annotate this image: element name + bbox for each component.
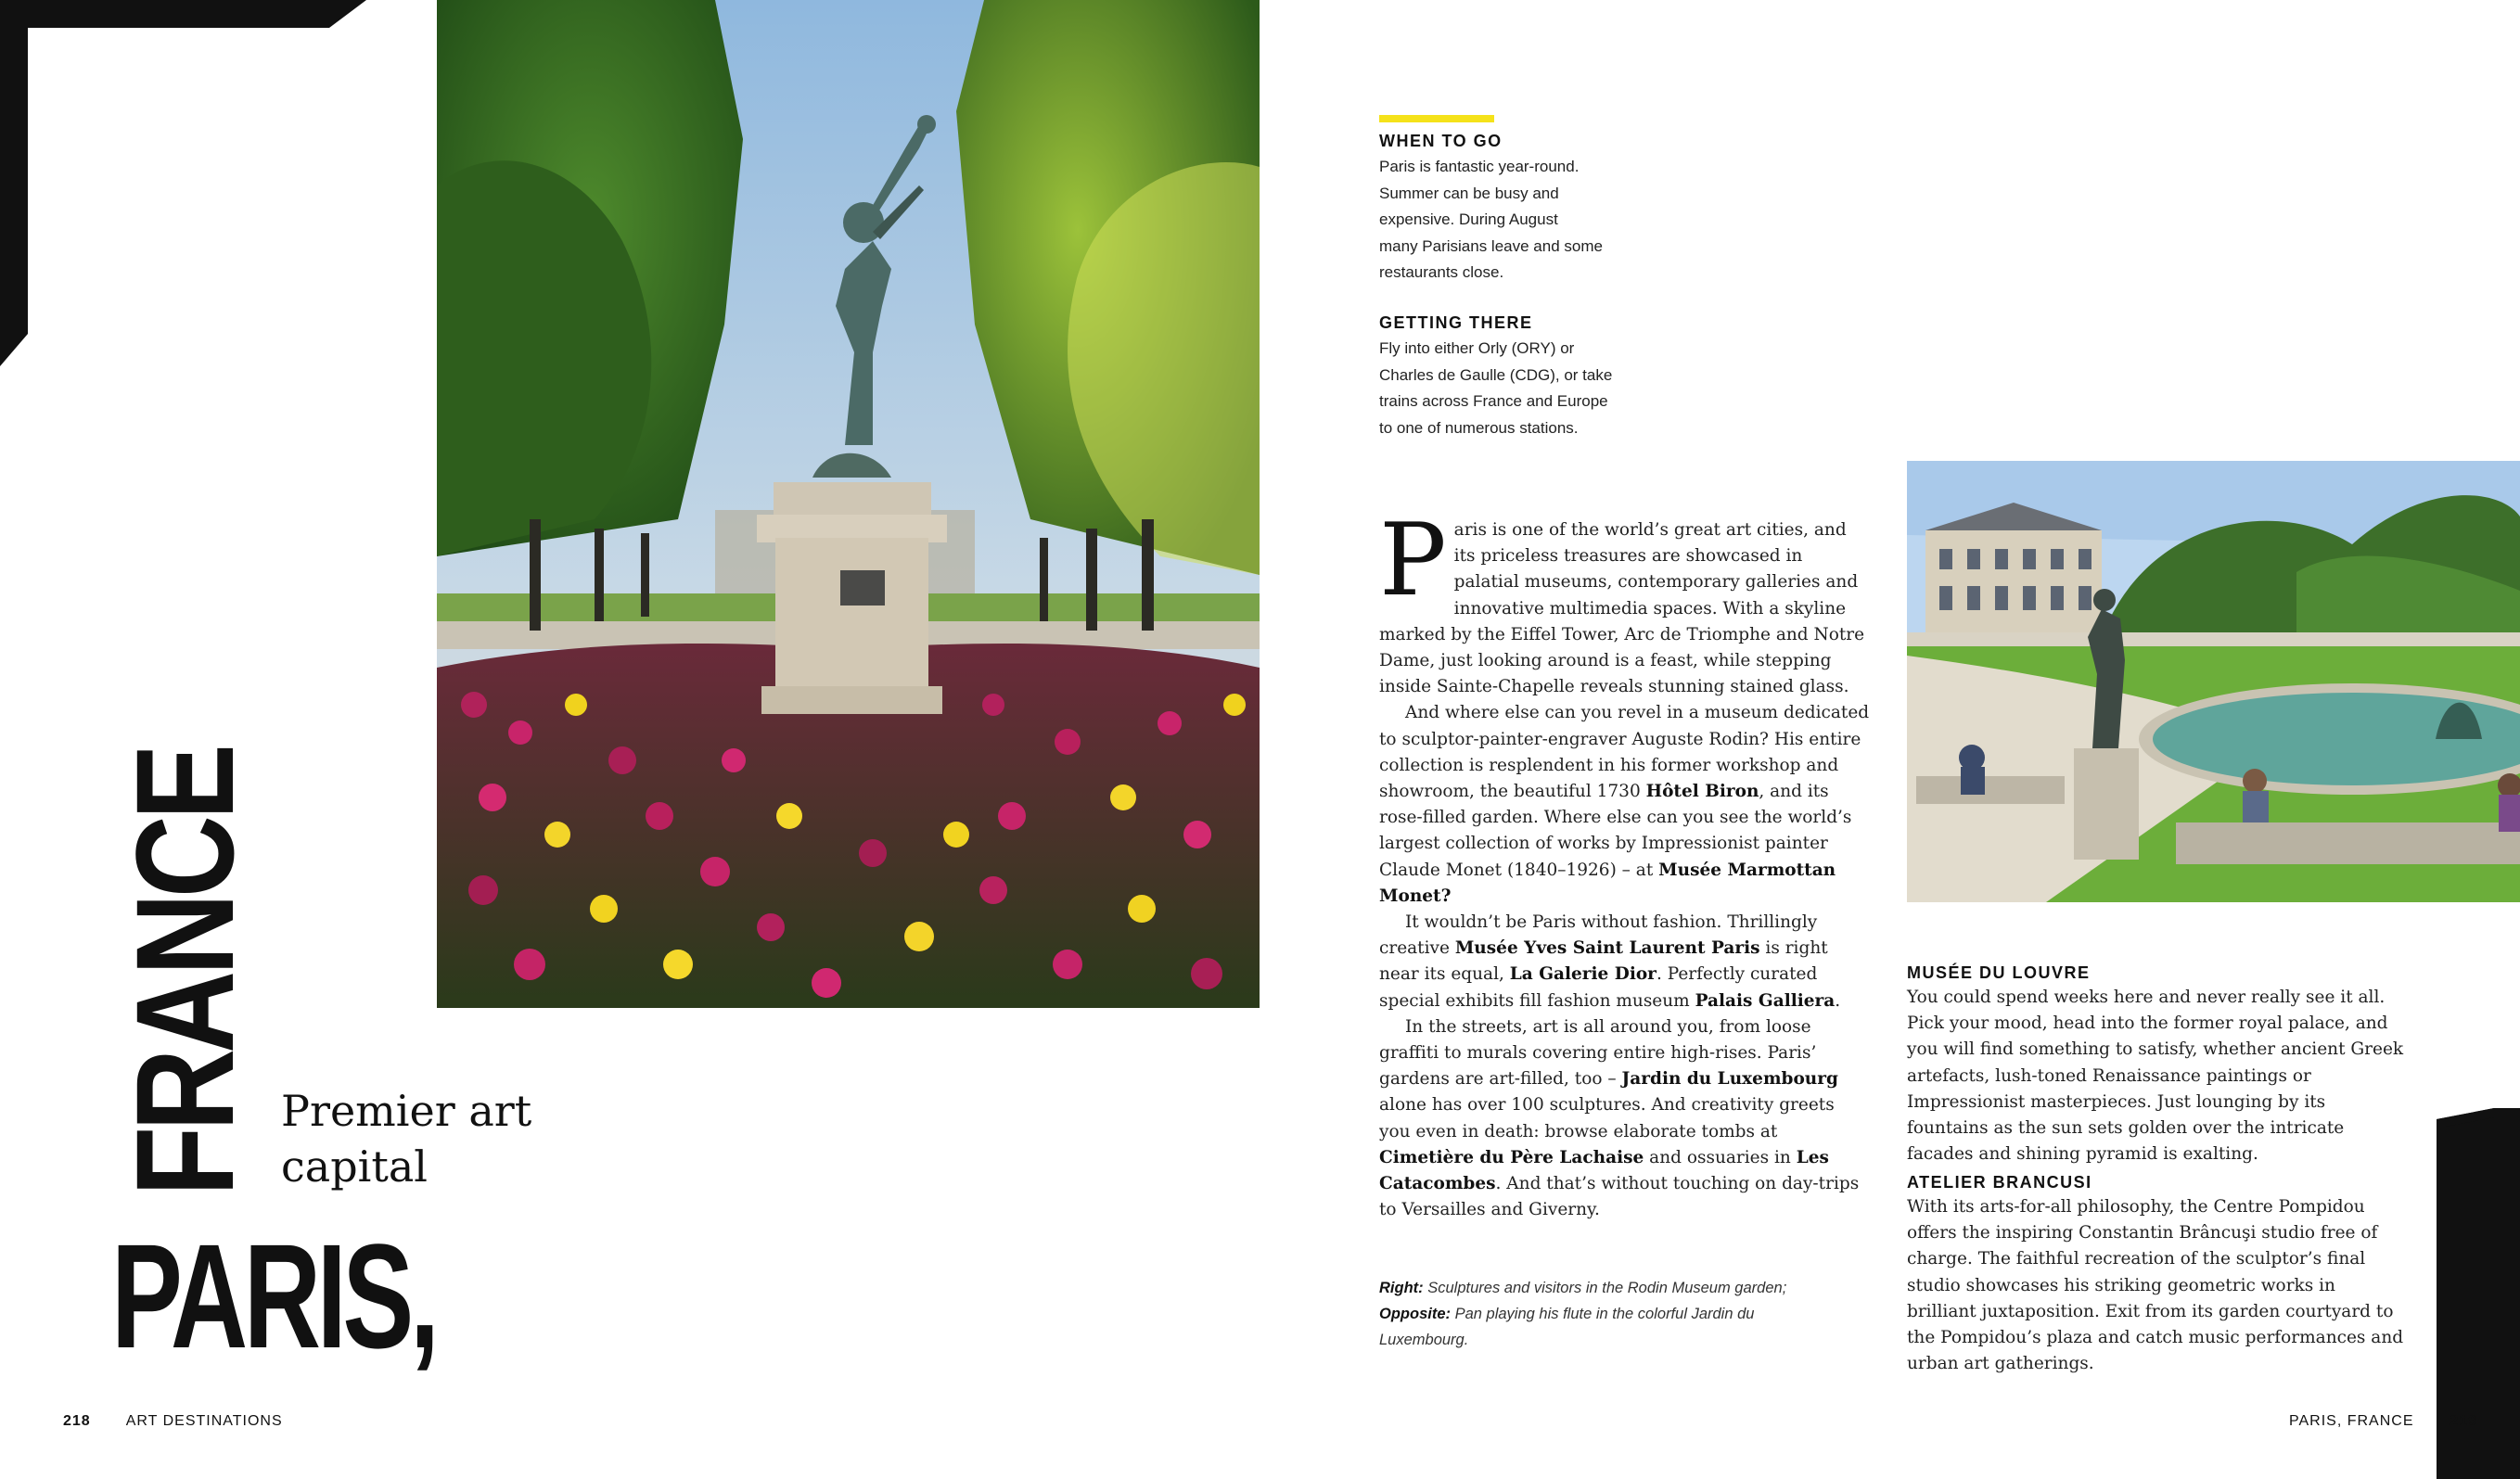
getting-line: trains across France and Europe <box>1379 392 1608 410</box>
running-head-left: ART DESTINATIONS <box>125 1413 283 1429</box>
brancusi-heading: ATELIER BRANCUSI <box>1907 1173 2092 1192</box>
getting-there-heading: GETTING THERE <box>1379 313 1533 332</box>
subtitle-line-2: capital <box>281 1141 428 1192</box>
page-number-right: 219 <box>2450 1413 2478 1429</box>
running-head-right: PARIS, FRANCE <box>2289 1413 2414 1429</box>
getting-line: Fly into either Orly (ORY) or <box>1379 339 1575 357</box>
article-paragraph-3: It wouldn’t be Paris without fashion. Thrillingly creative Musée Yves Saint Laurent Paris is right near its equal, La Galerie Dior. Perfectly curated special exhibits fill fashion museum Palais Galliera. <box>1379 912 1841 1011</box>
when-line: restaurants close. <box>1379 263 1504 281</box>
caption-right-label: Right: <box>1379 1280 1424 1296</box>
louvre-text: You could spend weeks here and never really see it all. Pick your mood, head into the former royal palace, and you will find something to satisfy, whether ancient Greek artefacts, lush-toned Renaissance paintings or Impressionist masterpieces. Just lounging by its fountains as the sun sets golden over the intricate facades and shining pyramid is exalting. <box>1907 988 2404 1165</box>
getting-line: Charles de Gaulle (CDG), or take <box>1379 365 1613 384</box>
when-line: many Parisians leave and some <box>1379 236 1603 255</box>
link-ysl-museum: Musée Yves Saint Laurent Paris <box>1454 938 1760 959</box>
when-line: expensive. During August <box>1379 210 1558 228</box>
getting-line: to one of numerous stations. <box>1379 418 1579 437</box>
when-line: Paris is fantastic year-round. <box>1379 158 1580 175</box>
sidebar-when-to-go <box>1379 130 1676 287</box>
when-to-go-heading: WHEN TO GO <box>1379 132 1503 150</box>
page-number-left: 218 <box>63 1413 91 1429</box>
article-paragraph-4: In the streets, art is all around you, from loose graffiti to murals covering entire high-rises. Paris’ gardens are art-filled, too – Jardin du Luxembourg alone has over 100 sculptures. And creativity greets you even in death: browse elaborate tombs at Cimetière du Père Lachaise and ossuaries in Les Catacombes. And that’s without touching on day-trips to Versailles and Giverny. <box>1379 1016 1860 1220</box>
photo-luxembourg-statue <box>437 0 1260 1008</box>
link-galerie-dior: La Galerie Dior <box>1509 964 1657 985</box>
brancusi-text: With its arts-for-all philosophy, the Centre Pompidou offers the inspiring Constantin Brâncuşi studio free of charge. The faithful recreation of the sculptor’s final studio showcases his striking geometric works in brilliant juxtaposition. Exit from its garden courtyard to the Pompidou’s plaza and catch music performances and urban art gatherings. <box>1907 1197 2404 1374</box>
highlight-brancusi <box>1907 1170 2408 1377</box>
article-paragraph-1 <box>1379 503 1871 700</box>
link-jardin-luxembourg: Jardin du Luxembourg <box>1621 1069 1838 1090</box>
sidebar-getting-there <box>1379 312 1676 441</box>
subtitle-line-1: Premier art <box>281 1086 532 1136</box>
accent-bar <box>1379 115 1494 122</box>
article-paragraph-2: And where else can you revel in a museum dedicated to sculptor-painter-engraver Auguste Rodin? His entire collection is resplendent in his former workshop and showroom, the beautiful 1730 Hôtel Biron, and its rose-filled garden. Where else can you see the world’s largest collection of works by Impressionist painter Claude Monet (1840–1926) – at Musée Marmottan Monet? <box>1379 703 1870 906</box>
link-marmottan: Musée Marmottan Monet? <box>1379 860 1836 906</box>
link-catacombes: Les Catacombes <box>1379 1147 1829 1194</box>
louvre-heading: MUSÉE DU LOUVRE <box>1907 963 2091 982</box>
subtitle <box>281 1083 587 1194</box>
title-paris: PARIS, <box>111 1213 436 1379</box>
photo-caption: Right: Sculptures and visitors in the Rodin Museum garden; Opposite: Pan playing his flute in the colorful Jardin du Luxembourg. <box>1379 1280 1787 1348</box>
link-pere-lachaise: Cimetière du Père Lachaise <box>1379 1147 1644 1167</box>
caption-opposite-label: Opposite: <box>1379 1306 1451 1322</box>
dropcap: P <box>1379 503 1447 618</box>
title-france: FRANCE <box>107 748 262 1196</box>
corner-decoration-top-left <box>0 0 371 371</box>
article-body <box>1379 503 1871 1223</box>
getting-there-text <box>1379 336 1676 441</box>
paragraph-1-text: aris is one of the world’s great art cities, and its priceless treasures are showcased in palatial museums, contemporary galleries and innovative multimedia spaces. With a skyline marked by the Eiffel Tower, Arc de Triomphe and Notre Dame, just looking around is a feast, while stepping inside Sainte-Chapelle reveals stunning stained glass. <box>1379 520 1865 697</box>
photo-rodin-garden <box>1907 461 2520 902</box>
left-folio <box>63 1413 283 1430</box>
right-folio <box>2289 1413 2477 1430</box>
link-palais-galliera: Palais Galliera <box>1695 990 1836 1011</box>
when-to-go-text <box>1379 154 1676 287</box>
link-hotel-biron: Hôtel Biron <box>1645 782 1759 802</box>
highlight-louvre <box>1907 961 2408 1167</box>
when-line: Summer can be busy and <box>1379 184 1559 202</box>
